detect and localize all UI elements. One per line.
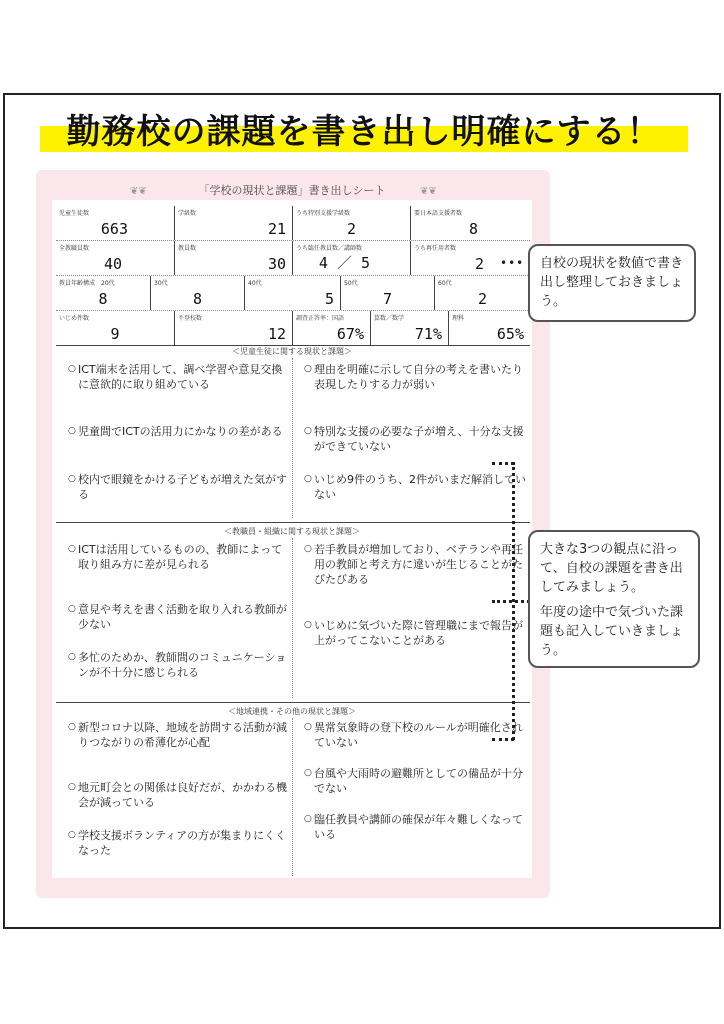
- issue-item: ○ 校内で眼鏡をかける子どもが増えた気がする: [68, 473, 287, 501]
- stat-value: 2: [346, 220, 356, 238]
- stat-label: 要日本語支援者数: [414, 210, 463, 217]
- issue-item: ○ 臨任教員や講師の確保が年々難しくなっている: [304, 813, 523, 841]
- stat-label: 児童生徒数: [59, 210, 90, 217]
- callout-text: 年度の途中で気づいた課題も記入していきましょう。: [540, 605, 684, 658]
- issue-item: ○ 台風や大雨時の避難所としての備品が十分でない: [304, 767, 523, 795]
- stat-label: 全教職員数: [59, 245, 90, 252]
- stat-value: 71%: [414, 325, 442, 343]
- issue-item: ○ 理由を明確に示して自分の考えを書いたり表現したりする力が弱い: [304, 363, 523, 391]
- section-heading: ＜教職員・組織に関する現状と課題＞: [224, 527, 360, 536]
- worksheet-title: 「学校の現状と課題」書き出しシート: [198, 184, 386, 197]
- stat-value: 7: [382, 290, 393, 308]
- stat-value: 21: [267, 220, 286, 238]
- stat-label: 教員年齢構成 20代: [59, 280, 115, 287]
- connector-line: [492, 600, 530, 603]
- section-heading: ＜児童生徒に関する現状と課題＞: [232, 347, 352, 356]
- callout-three-viewpoints: [528, 530, 700, 668]
- stat-value: 67%: [336, 325, 364, 343]
- stat-label: 理科: [452, 315, 465, 322]
- issue-item: ○ 多忙のためか、教師間のコミュニケーションが不十分に感じられる: [68, 651, 287, 679]
- stats-row: [56, 241, 530, 276]
- leaf-ornament-icon: ❦❦: [420, 186, 437, 197]
- stat-value: 8: [468, 220, 478, 238]
- issue-item: ○ 特別な支援の必要な子が増え、十分な支援ができていない: [304, 425, 524, 453]
- stat-value: 65%: [496, 325, 524, 343]
- issue-item: ○ 地元町会との関係は良好だが、かかわる機会が減っている: [68, 781, 287, 809]
- stat-label: 学級数: [178, 210, 197, 217]
- stat-label: うち再任用者数: [414, 245, 457, 252]
- connector-line: [492, 738, 514, 741]
- stat-label: うち特別支援学級数: [296, 210, 351, 217]
- connector-line: [492, 462, 514, 465]
- stat-value: 8: [98, 290, 108, 308]
- stats-row: [56, 206, 530, 241]
- stats-table: [56, 206, 530, 346]
- stat-label: いじめ件数: [59, 315, 90, 322]
- stat-label: 50代: [344, 280, 358, 287]
- stat-label: 調査正答率：国語: [296, 315, 345, 322]
- stat-label: 教員数: [178, 245, 197, 252]
- issue-item: ○ 学校支援ボランティアの方が集まりにくくなった: [68, 829, 287, 857]
- stat-label: 算数／数学: [374, 315, 405, 322]
- issue-item: ○ 意見や考えを書く活動を取り入れる教師が少ない: [68, 603, 287, 631]
- stat-value: 40: [103, 255, 122, 273]
- ellipsis-icon: •••: [500, 256, 525, 270]
- stat-value: 12: [267, 325, 286, 343]
- stat-value: 5: [324, 290, 334, 308]
- issue-item: ○ ICTは活用しているものの、教師によって取り組み方に差が見られる: [68, 543, 283, 571]
- section-heading: ＜地域連携・その他の現状と課題＞: [228, 707, 356, 716]
- stat-value: 30: [267, 255, 286, 273]
- stat-value: 8: [192, 290, 203, 308]
- leaf-ornament-icon: ❦❦: [130, 186, 147, 197]
- stats-row: [56, 276, 530, 311]
- stat-value: 2: [474, 255, 484, 273]
- stat-value: 663: [100, 220, 128, 238]
- page-title: 勤務校の課題を書き出し明確にする！: [66, 112, 662, 152]
- issue-item: ○ 新型コロナ以降、地域を訪問する活動が減りつながりの希薄化が心配: [68, 721, 287, 749]
- stats-row: [56, 311, 530, 346]
- issue-item: ○ 異常気象時の登下校のルールが明確化されていない: [304, 721, 523, 749]
- stat-label: 40代: [248, 280, 262, 287]
- stat-value: 4 ／ 5: [318, 254, 370, 272]
- stat-value: 2: [477, 290, 488, 308]
- issue-item: ○ ICT端末を活用して、調べ学習や意見交換に意欲的に取り組めている: [68, 363, 283, 391]
- callout-current-status: 自校の現状を数値で書き出し整理しておきましょう。: [528, 244, 696, 322]
- issue-item: ○ 若手教員が増加しており、ベテランや再任用の教師と考え方に違いが生じることがたびたびある: [304, 543, 523, 586]
- stat-label: 30代: [154, 280, 168, 287]
- stat-label: うち臨任教員数／講師数: [296, 245, 363, 252]
- section-divider: [56, 522, 530, 523]
- issue-item: ○ いじめに気づいた際に管理職にまで報告が上がってこないことがある: [304, 619, 523, 647]
- section-divider: [56, 702, 530, 703]
- stat-value: 9: [110, 325, 120, 343]
- issue-item: ○ 児童間でICTの活用力にかなりの差がある: [68, 425, 283, 438]
- issue-item: ○ いじめ9件のうち、2件がいまだ解消していない: [304, 473, 526, 501]
- stat-label: 不登校数: [178, 315, 203, 322]
- callout-text: 大きな3つの観点に沿って、自校の課題を書き出してみましょう。: [540, 542, 683, 595]
- stat-label: 60代: [438, 280, 452, 287]
